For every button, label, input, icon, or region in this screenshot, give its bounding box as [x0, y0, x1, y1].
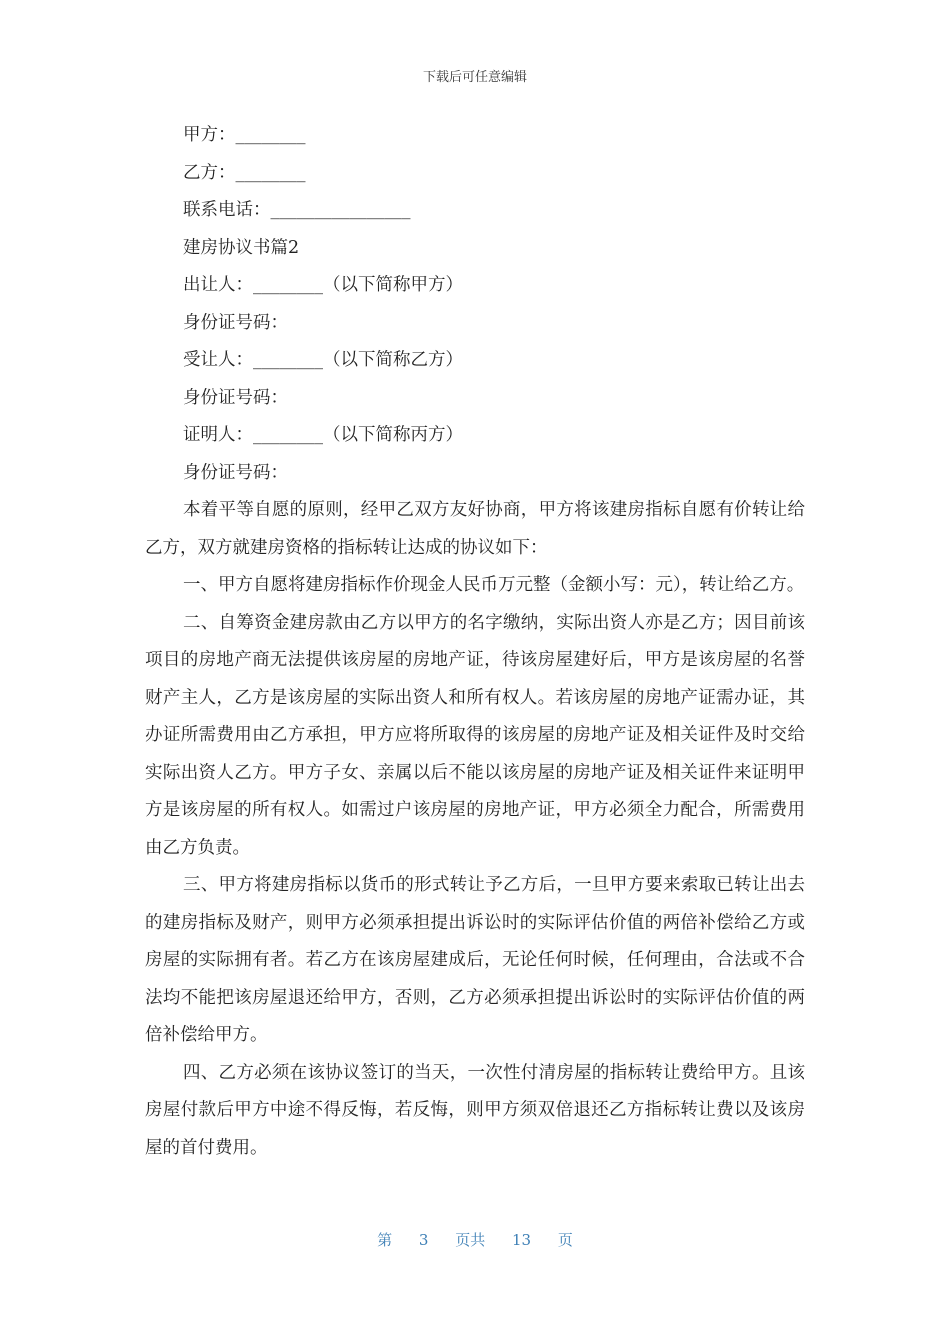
transferor-line: 出让人：________（以下简称甲方）: [183, 275, 463, 295]
transferee-id-line: 身份证号码：: [183, 387, 288, 408]
intro-paragraph: 本着平等自愿的原则，经甲乙双方友好协商，甲方将该建房指标自愿有价转让给乙方，双方就建房资格的指标转让达成的协议如下：: [145, 500, 805, 558]
witness-line: 证明人：________（以下简称丙方）: [183, 425, 463, 445]
witness-id-line: 身份证号码：: [183, 462, 288, 483]
footer-suffix: 页: [557, 1231, 573, 1249]
clause-4-paragraph: 四、乙方必须在该协议签订的当天，一次性付清房屋的指标转让费给甲方。且该房屋付款后甲方中途不得反悔，若反悔，则甲方须双倍退还乙方指标转让费以及该房屋的首付费用。: [145, 1062, 805, 1158]
transferee-line: 受让人：________（以下简称乙方）: [183, 350, 463, 370]
page-footer: [0, 1229, 950, 1250]
footer-middle: 页共: [455, 1231, 486, 1249]
section-title: 建房协议书篇2: [183, 237, 300, 258]
page-header: 下载后可任意编辑: [422, 70, 527, 85]
footer-prefix: 第: [377, 1231, 393, 1249]
document-body: [145, 117, 805, 1167]
footer-page-number: 3: [418, 1231, 429, 1249]
clause-2-paragraph: 二、自筹资金建房款由乙方以甲方的名字缴纳，实际出资人亦是乙方；因目前该项目的房地产商无法提供该房屋的房地产证，待该房屋建好后，甲方是该房屋的名誉财产主人，乙方是该房屋的实际出资人和所有权人。若该房屋的房地产证需办证，其办证所需费用由乙方承担，甲方应将所取得的该房屋的房地产证及相关证件及时交给实际出资人乙方。甲方子女、亲属以后不能以该房屋的房地产证及相关证件来证明甲方是该房屋的所有权人。如需过户该房屋的房地产证，甲方必须全力配合，所需费用由乙方负责。: [145, 612, 805, 858]
party-b-line: 乙方：________: [183, 162, 306, 183]
phone-line: 联系电话：________________: [183, 200, 411, 220]
clause-1-paragraph: 一、甲方自愿将建房指标作价现金人民币万元整（金额小写：元），转让给乙方。: [183, 575, 805, 595]
party-a-line: 甲方：________: [183, 125, 306, 145]
footer-total-pages: 13: [512, 1231, 532, 1249]
transferor-id-line: 身份证号码：: [183, 312, 288, 333]
clause-3-paragraph: 三、甲方将建房指标以货币的形式转让予乙方后，一旦甲方要来索取已转让出去的建房指标及财产，则甲方必须承担提出诉讼时的实际评估价值的两倍补偿给乙方或房屋的实际拥有者。若乙方在该房屋建成后，无论任何时候，任何理由，合法或不合法均不能把该房屋退还给甲方，否则，乙方必须承担提出诉讼时的实际评估价值的两倍补偿给甲方。: [145, 875, 805, 1045]
